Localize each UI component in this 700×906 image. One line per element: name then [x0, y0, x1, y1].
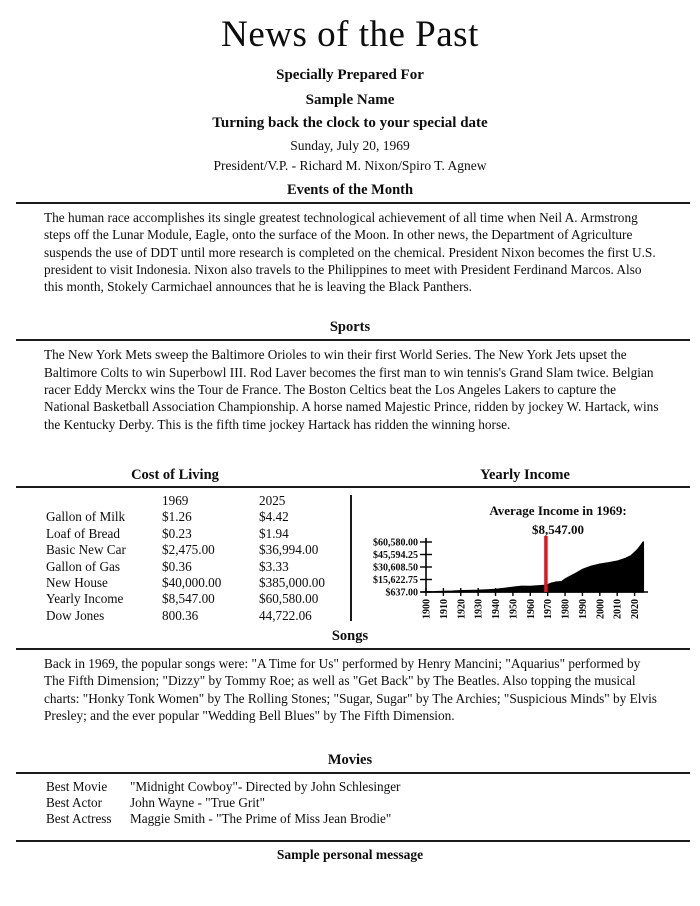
svg-text:$8,547.00: $8,547.00: [532, 521, 584, 537]
songs-rule: [16, 648, 690, 650]
row-label: Dow Jones: [46, 607, 105, 623]
row-then: $0.36: [162, 558, 192, 574]
cost-and-chart-section: [0, 491, 700, 625]
row-now: $60,580.00: [259, 591, 319, 607]
recipient-name: Sample Name: [305, 92, 395, 108]
table-row: [46, 575, 352, 591]
events-heading: Events of the Month: [286, 182, 414, 198]
row-label: Gallon of Milk: [46, 509, 126, 525]
table-row: [46, 526, 352, 542]
table-row: [46, 559, 352, 575]
movies-heading: Movies: [327, 752, 373, 769]
svg-text:1980: 1980: [560, 598, 572, 619]
movies-rule: [16, 772, 690, 774]
table-row: [46, 542, 352, 558]
special-date: Sunday, July 20, 1969: [290, 138, 410, 153]
row-then: $8,547.00: [162, 591, 215, 607]
svg-text:$637.00: $637.00: [385, 587, 418, 599]
row-label: Loaf of Bread: [46, 525, 120, 541]
svg-text:1940: 1940: [491, 598, 503, 619]
row-now: 44,722.06: [259, 607, 312, 623]
row-now: $385,000.00: [259, 575, 325, 590]
svg-text:1960: 1960: [525, 598, 537, 619]
svg-text:1900: 1900: [421, 598, 433, 619]
movie-row: [46, 779, 660, 795]
yearly-income-chart-area: [352, 491, 700, 625]
yearly-income-heading: Yearly Income: [480, 466, 570, 483]
svg-text:$60,580.00: $60,580.00: [373, 537, 418, 549]
svg-text:$15,622.75: $15,622.75: [373, 574, 418, 586]
movie-category: Best Movie: [46, 779, 108, 795]
row-then: $0.23: [162, 525, 192, 541]
svg-text:Average Income in 1969:: Average Income in 1969:: [489, 502, 627, 518]
svg-text:1910: 1910: [438, 598, 450, 619]
svg-text:1970: 1970: [543, 598, 555, 619]
row-then: 800.36: [162, 607, 199, 623]
president-line: President/V.P. - Richard M. Nixon/Spiro T. Agnew: [213, 158, 487, 173]
row-now: $4.42: [259, 509, 289, 525]
table-row: [46, 608, 352, 624]
movie-value: Maggie Smith - "The Prime of Miss Jean Brodie": [130, 811, 392, 827]
svg-text:$30,608.50: $30,608.50: [373, 562, 418, 574]
row-now: $36,994.00: [259, 542, 319, 558]
songs-heading: Songs: [331, 627, 369, 644]
svg-text:1920: 1920: [456, 598, 468, 619]
movie-value: "Midnight Cowboy"- Directed by John Schlesinger: [130, 779, 401, 795]
yearly-income-chart: [352, 491, 700, 625]
cost-of-living-table: [0, 491, 352, 625]
page-title: News of the Past: [221, 14, 479, 55]
middle-rule: [16, 486, 690, 488]
row-label: Basic New Car: [46, 542, 126, 558]
table-row: [46, 509, 352, 525]
svg-text:2010: 2010: [612, 598, 624, 619]
svg-text:$45,594.25: $45,594.25: [373, 549, 418, 561]
row-then: $2,475.00: [162, 542, 215, 558]
col-header-now: 2025: [259, 492, 286, 508]
table-header-row: [46, 493, 352, 509]
prepared-for-label: Specially Prepared For: [276, 67, 424, 83]
movie-value: John Wayne - "True Grit": [130, 795, 265, 811]
svg-text:2020: 2020: [630, 598, 642, 619]
middle-headings-row: [0, 467, 700, 484]
sports-heading: Sports: [329, 319, 371, 336]
svg-text:1990: 1990: [577, 598, 589, 619]
col-header-then: 1969: [162, 492, 189, 508]
row-label: New House: [46, 575, 108, 590]
table-row: [46, 591, 352, 607]
cost-of-living-heading: Cost of Living: [131, 466, 219, 483]
row-then: $40,000.00: [162, 575, 222, 590]
movie-category: Best Actor: [46, 795, 103, 811]
row-now: $3.33: [259, 558, 289, 574]
tagline: Turning back the clock to your special date: [212, 115, 488, 131]
events-paragraph: The human race accomplishes its single greatest technological achievement of all time when Neil A. Armstrong steps off the Lunar Module, Eagle, onto the surface of the Moon. In other news, the Department of Agriculture suspends the use of DDT until more research is completed on the chemical. President Nixon becomes the first U.S. president to visit Indonesia. Nixon also travels to the Philippines to meet with President Ferdinand Marcos. Also this month, Stokely Carmichael announces that he is leaving the Black Panthers.: [44, 210, 656, 295]
svg-text:2000: 2000: [595, 598, 607, 619]
sports-rule: [16, 339, 690, 341]
movie-row: [46, 795, 660, 811]
footer-rule: [16, 840, 690, 842]
row-label: Gallon of Gas: [46, 558, 120, 574]
column-divider: [350, 495, 352, 621]
movie-row: [46, 811, 660, 827]
personal-message: Sample personal message: [276, 847, 424, 863]
row-label: Yearly Income: [46, 591, 124, 607]
table-header-spacer: [46, 493, 162, 509]
movies-list: [46, 779, 660, 827]
row-then: $1.26: [162, 509, 192, 525]
row-now: $1.94: [259, 525, 289, 541]
movie-category: Best Actress: [46, 811, 112, 827]
sports-paragraph: The New York Mets sweep the Baltimore Orioles to win their first World Series. The New York Jets upset the Baltimore Colts to win Superbowl III. Rod Laver becomes the first man to win tennis's Grand Slam twice. Belgian racer Eddy Merckx wins the Tour de France. The Boston Celtics beat the Los Angeles Lakers to capture the National Basketball Association Championship. A horse named Majestic Prince, ridden by jockey W. Hartack, wins the Kentucky Derby. This is the fifth time jockey Hartack has ridden the winning horse.: [44, 347, 659, 432]
events-rule: [16, 202, 690, 204]
svg-text:1950: 1950: [508, 598, 520, 619]
svg-text:1930: 1930: [473, 598, 485, 619]
songs-paragraph: Back in 1969, the popular songs were: "A Time for Us" performed by Henry Mancini; "Aquarius" performed by The Fifth Dimension; "Dizzy" by Tommy Roe; as well as "Get Back" by The Beatles. Also topping the musical charts: "Honky Tonk Women" by The Rolling Stones; "Sugar, Sugar" by The Archies; "Suspicious Minds" by Elvis Presley; and the ever popular "Wedding Bell Blues" by The Fifth Dimension.: [44, 655, 657, 723]
